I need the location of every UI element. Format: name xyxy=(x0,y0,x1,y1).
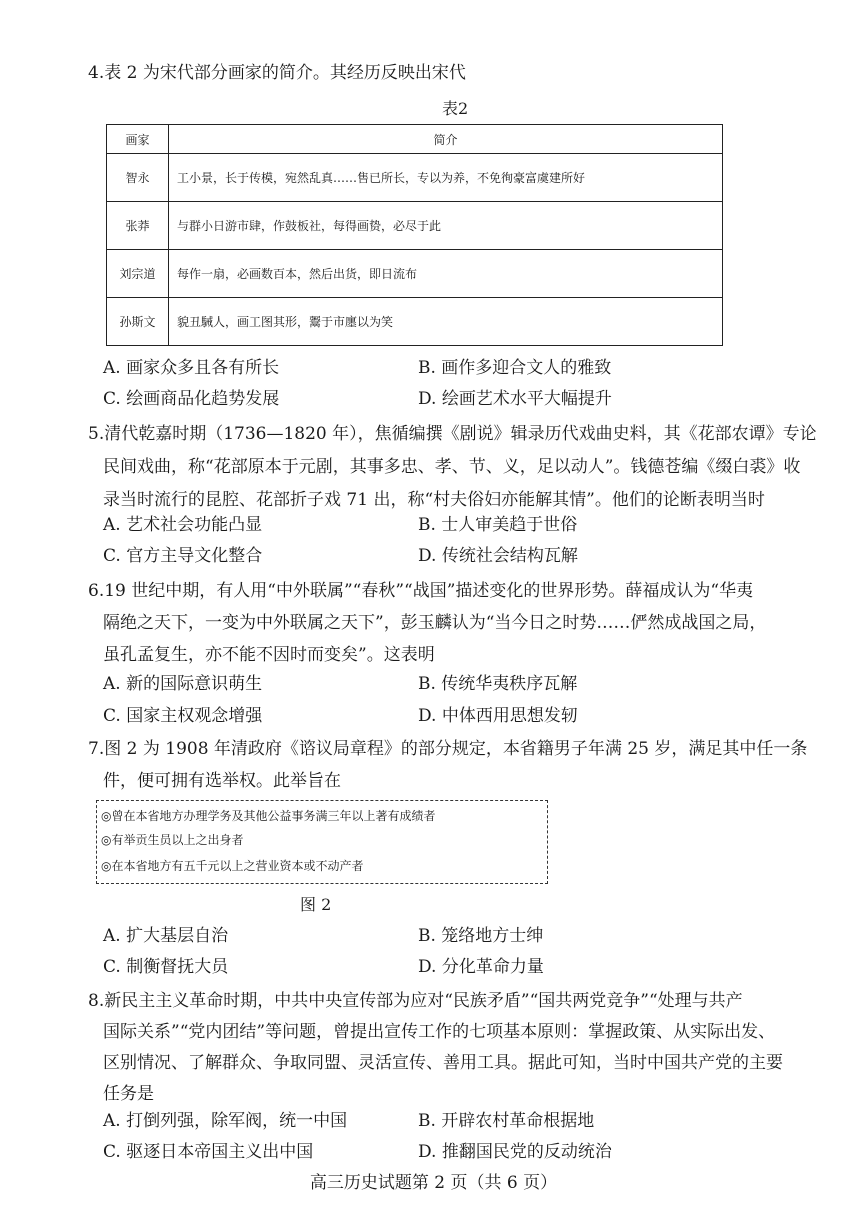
table-row xyxy=(107,154,723,202)
q8-option-d[interactable]: D. 推翻国民党的反动统治 xyxy=(418,1142,612,1162)
q5-line: 民间戏曲，称“花部原本于元剧，其事多忠、孝、节、义，足以动人”。钱德苍编《缀白裘》收 xyxy=(103,457,801,477)
header-painter: 画家 xyxy=(107,125,169,154)
painter-name: 张莽 xyxy=(107,202,169,250)
q5-line: 录当时流行的昆腔、花部折子戏 71 出，称“村夫俗妇亦能解其情”。他们的论断表明当时 xyxy=(103,490,765,510)
q8-option-c[interactable]: C. 驱逐日本帝国主义出中国 xyxy=(103,1142,314,1162)
table-title: 表2 xyxy=(442,99,469,118)
painter-intro: 工小景，长于传模，宛然乱真……售已所长，专以为养，不免徇豪富虞建所好 xyxy=(169,154,723,202)
q7-option-d[interactable]: D. 分化革命力量 xyxy=(418,957,544,977)
q4-option-b[interactable]: B. 画作多迎合文人的雅致 xyxy=(418,358,612,378)
q8-line: 国际关系”“党内团结”等问题，曾提出宣传工作的七项基本原则：掌握政策、从实际出发、 xyxy=(103,1022,776,1042)
table-row xyxy=(107,298,723,346)
q8-line: 8.新民主主义革命时期，中共中央宣传部为应对“民族矛盾”“国共两党竞争”“处理与共产 xyxy=(88,991,743,1011)
figure-caption: 图 2 xyxy=(300,895,332,914)
painter-intro: 每作一扇，必画数百本，然后出货，即日流布 xyxy=(169,250,723,298)
painters-table xyxy=(106,124,723,346)
q8-line: 任务是 xyxy=(103,1084,154,1104)
q5-option-c[interactable]: C. 官方主导文化整合 xyxy=(103,546,263,566)
page-footer: 高三历史试题第 2 页（共 6 页） xyxy=(309,1173,558,1193)
q5-option-b[interactable]: B. 士人审美趋于世俗 xyxy=(418,515,578,535)
q6-option-a[interactable]: A. 新的国际意识萌生 xyxy=(103,674,263,694)
q6-line: 隔绝之天下，一变为中外联属之天下”，彭玉麟认为“当今日之时势……俨然成战国之局， xyxy=(103,613,767,633)
q7-line: 件，便可拥有选举权。此举旨在 xyxy=(103,771,341,791)
q7-option-b[interactable]: B. 笼络地方士绅 xyxy=(418,926,544,946)
q4-option-c[interactable]: C. 绘画商品化趋势发展 xyxy=(103,389,280,409)
q6-option-d[interactable]: D. 中体西用思想发轫 xyxy=(418,706,578,726)
table-header-row xyxy=(107,125,723,154)
painter-name: 刘宗道 xyxy=(107,250,169,298)
figure-2-box xyxy=(96,800,548,884)
q5-line: 5.清代乾嘉时期（1736—1820 年），焦循编撰《剧说》辑录历代戏曲史料，其《花部农谭》专论 xyxy=(88,424,817,444)
q4-stem: 4.表 2 为宋代部分画家的简介。其经历反映出宋代 xyxy=(88,63,466,83)
q6-line: 6.19 世纪中期，有人用“中外联属”“春秋”“战国”描述变化的世界形势。薛福成认为“华夷 xyxy=(88,581,754,601)
table-row xyxy=(107,250,723,298)
header-intro: 简介 xyxy=(169,125,723,154)
painter-intro: 与群小日游市肆，作鼓板社，每得画贽，必尽于此 xyxy=(169,202,723,250)
q7-line: 7.图 2 为 1908 年清政府《谘议局章程》的部分规定，本省籍男子年满 25 岁，满足其中任一条 xyxy=(88,739,808,759)
figure-item: ◎曾在本省地方办理学务及其他公益事务满三年以上著有成绩者 xyxy=(101,809,436,823)
q6-option-b[interactable]: B. 传统华夷秩序瓦解 xyxy=(418,674,578,694)
painter-name: 孙斯文 xyxy=(107,298,169,346)
figure-item: ◎在本省地方有五千元以上之营业资本或不动产者 xyxy=(101,859,364,873)
q8-option-b[interactable]: B. 开辟农村革命根据地 xyxy=(418,1111,595,1131)
q5-option-a[interactable]: A. 艺术社会功能凸显 xyxy=(103,515,263,535)
q6-option-c[interactable]: C. 国家主权观念增强 xyxy=(103,706,263,726)
q8-option-a[interactable]: A. 打倒列强，除军阀，统一中国 xyxy=(103,1111,348,1131)
figure-item: ◎有举贡生员以上之出身者 xyxy=(101,833,244,847)
painter-name: 智永 xyxy=(107,154,169,202)
painter-intro: 貌丑駴人，画工图其形，鬻于市廛以为笑 xyxy=(169,298,723,346)
table-row xyxy=(107,202,723,250)
q7-option-c[interactable]: C. 制衡督抚大员 xyxy=(103,957,229,977)
q7-option-a[interactable]: A. 扩大基层自治 xyxy=(103,926,229,946)
q4-option-a[interactable]: A. 画家众多且各有所长 xyxy=(103,358,280,378)
q4-option-d[interactable]: D. 绘画艺术水平大幅提升 xyxy=(418,389,612,409)
q8-line: 区别情况、了解群众、争取同盟、灵活宣传、善用工具。据此可知，当时中国共产党的主要 xyxy=(103,1053,783,1073)
q5-option-d[interactable]: D. 传统社会结构瓦解 xyxy=(418,546,578,566)
q6-line: 虽孔孟复生，亦不能不因时而变矣”。这表明 xyxy=(103,645,435,665)
